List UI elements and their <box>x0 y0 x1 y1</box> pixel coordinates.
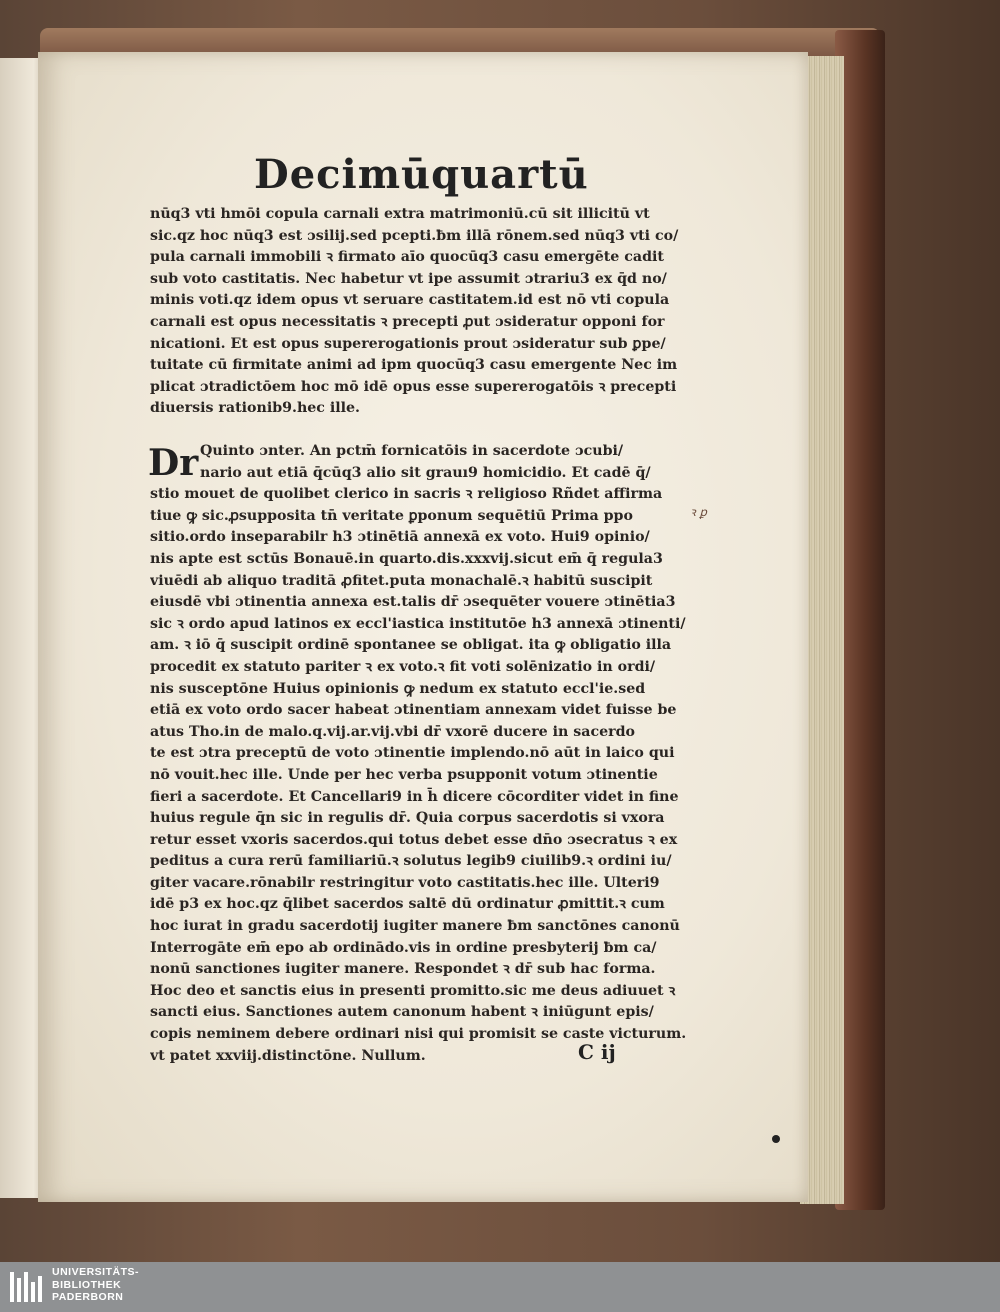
library-logo-icon <box>8 1268 46 1306</box>
library-footer <box>0 1262 1000 1312</box>
signature-mark: C ij <box>578 1040 616 1064</box>
text-line: tiue ꝙ sic.ꝓsupposita tn̄ veritate ꝑponum sequētiū Prima ppo <box>150 507 633 524</box>
text-line: plicat ɔtradictōem hoc mō idē opus esse supererogatōis ꝛ precepti <box>150 378 677 395</box>
text-line: tuitate cū firmitate animi ad ipm quocūq3 casu emergente Nec im <box>150 357 678 374</box>
text-line: copis neminem debere ordinari nisi qui promisit se caste victurum. <box>150 1026 687 1043</box>
text-line: viuēdi ab aliquo traditā ꝓfitet.puta monachalē.ꝛ habitū suscipit <box>150 572 653 589</box>
text-line: diuersis rationib9.hec ille. <box>150 400 360 417</box>
text-line: am. ꝛ iō q̄ suscipit ordinē spontanee se obligat. ita ꝙ obligatio illa <box>150 637 672 654</box>
text-line: hoc iurat in gradu sacerdotij iugiter manere ƀm sanctōnes canonū <box>150 918 680 935</box>
text-line: procedit ex statuto pariter ꝛ ex voto.ꝛ fit voti solēnizatio in ordi/ <box>150 658 656 675</box>
text-line: sic ꝛ ordo apud latinos ex eccl'iastica institutōe h3 annexā ɔtinenti/ <box>150 615 686 632</box>
text-line: huius regule q̄n sic in regulis dr̄. Quia corpus sacerdotis si vxora <box>150 810 665 827</box>
text-line: giter vacare.rōnabilr restringitur voto castitatis.hec ille. Ulteri9 <box>150 874 660 891</box>
text-line: idē p3 ex hoc.qz q̄libet sacerdos saltē dū ordinatur ꝓmittit.ꝛ cum <box>150 896 665 913</box>
text-line: atus Tho.in de malo.q.vij.ar.vij.vbi dr̄ vxorē ducere in sacerdo <box>150 723 635 740</box>
text-line: peditus a cura rerū familiariū.ꝛ solutus legib9 ciuilib9.ꝛ ordini iu/ <box>150 853 672 870</box>
text-line: fieri a sacerdote. Et Cancellari9 in h̄ dicere cōcorditer videt in fine <box>150 788 679 805</box>
text-line: minis voti.qz idem opus vt seruare castitatem.id est nō vti copula <box>150 292 670 309</box>
text-line: nō vouit.hec ille. Unde per hec verba psupponit votum ɔtinentie <box>150 766 658 783</box>
text-line: nicationi. Et est opus supererogationis prout ɔsideratur sub ꝑpe/ <box>150 335 666 352</box>
initial-letter: Dr <box>148 442 199 484</box>
text-line: eiusdē vbi ɔtinentia annexa est.talis dr̄ ɔsequēter vouere ɔtinētia3 <box>150 594 676 611</box>
marginal-note: ꝛ ꝑ <box>690 505 707 519</box>
page-dot <box>772 1135 780 1143</box>
text-line: Interrogāte em̄ epo ab ordinādo.vis in ordine presbyterij ƀm ca/ <box>150 939 657 956</box>
paragraph-1 <box>150 204 690 420</box>
text-line: stio mouet de quolibet clerico in sacris ꝛ religioso Rñdet affirma <box>150 486 663 503</box>
text-line: nario aut etiā q̄cūq3 alio sit grauı9 homicidio. Et cadē q̄/ <box>200 464 651 481</box>
text-line: te est ɔtra preceptū de voto ɔtinentie implendo.nō aūt in laico qui <box>150 745 675 762</box>
text-line: vt patet xxviij.distinctōne. Nullum. <box>150 1047 426 1064</box>
text-line: sub voto castitatis. Nec habetur vt ipe assumit ɔtrariu3 ex q̄d no/ <box>150 270 667 287</box>
text-line: Quinto ɔnter. An pctm̄ fornicatōis in sacerdote ɔcubi/ <box>200 443 624 459</box>
library-name: UNIVERSITÄTS- BIBLIOTHEK PADERBORN <box>52 1266 140 1303</box>
text-line: etiā ex voto ordo sacer habeat ɔtinentiam annexam videt fuisse be <box>150 702 677 719</box>
text-line: Hoc deo et sanctis eius in presenti promitto.sic me deus adiuuet ꝛ <box>150 982 676 999</box>
text-line: nūq3 vti hmōi copula carnali extra matrimoniū.cū sit illicitū vt <box>150 206 650 222</box>
text-line: nis apte est sctūs Bonauē.in quarto.dis.xxxvij.sicut em̄ q̄ regula3 <box>150 550 663 567</box>
text-line: sic.qz hoc nūq3 est ɔsilij.sed pcepti.ƀm illā rōnem.sed nūq3 vti co/ <box>150 227 679 244</box>
paragraph-2 <box>150 441 690 1067</box>
text-line: retur esset vxoris sacerdos.qui totus debet esse dn̄o ɔsecratus ꝛ ex <box>150 831 678 848</box>
text-line: nis susceptōne Huius opinionis ꝙ nedum ex statuto eccl'ie.sed <box>150 680 646 697</box>
page-heading: Decimūquartū <box>254 151 589 198</box>
text-line: sitio.ordo inseparabilr h3 ɔtinētiā annexā ex voto. Hui9 opinio/ <box>150 529 650 546</box>
text-line: nonū sanctiones iugiter manere. Respondet ꝛ dr̄ sub hac forma. <box>150 961 656 978</box>
text-line: carnali est opus necessitatis ꝛ precepti ꝓut ɔsideratur opponi for <box>150 313 665 330</box>
text-line: pula carnali immobili ꝛ firmato aīo quocūq3 casu emergēte cadit <box>150 249 664 266</box>
text-line: sancti eius. Sanctiones autem canonum habent ꝛ iniūgunt epis/ <box>150 1004 654 1021</box>
